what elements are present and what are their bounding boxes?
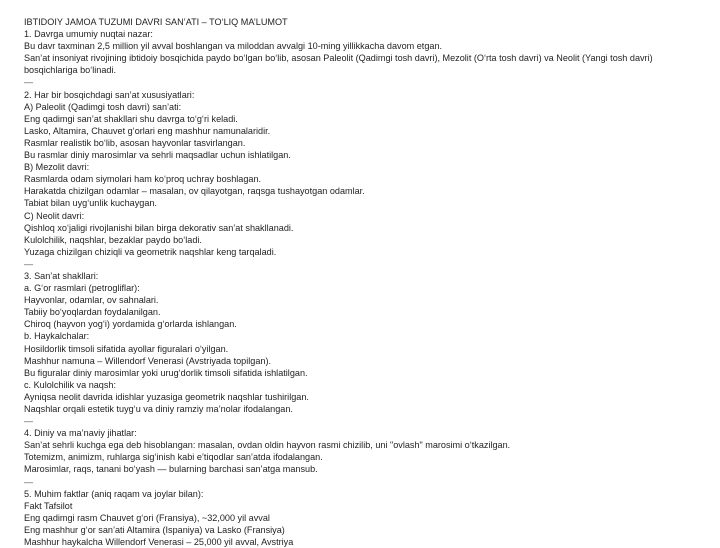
document-line: 1. Davrga umumiy nuqtai nazar: [24,29,153,40]
document-line: Harakatda chizilgan odamlar – masalan, ov qilayotgan, raqsga tushayotgan odamlar. [24,186,365,197]
document-line: Bu figuralar diniy marosimlar yoki urug‘dorlik timsoli sifatida ishlatilgan. [24,367,308,378]
document-line: C) Neolit davri: [24,210,85,221]
document-line: 5. Muhim faktlar (aniq raqam va joylar bilan): [24,488,204,499]
document-line: 2. Har bir bosqichdagi san’at xususiyatlari: [24,89,195,100]
document-line: Bu rasmlar diniy marosimlar va sehrli maqsadlar uchun ishlatilgan. [24,150,291,161]
document-line: c. Kulolchilik va naqsh: [24,379,116,390]
document-line: 4. Diniy va ma’naviy jihatlar: [24,428,137,439]
document-line: Rasmlar realistik bo‘lib, asosan hayvonlar tasvirlangan. [24,137,246,148]
document-line: b. Haykalchalar: [24,331,90,342]
document-line: B) Mezolit davri: [24,162,90,173]
section-divider: — [24,476,34,487]
document-line: Chiroq (hayvon yog‘i) yordamida g‘orlarda ishlangan. [24,319,237,330]
document-line: Mashhur haykalcha Willendorf Venerasi – 25,000 yil avval, Avstriya [24,537,294,548]
document-line: Marosimlar, raqs, tanani bo‘yash — bularning barchasi san’atga mansub. [24,464,318,475]
document-line: Lasko, Altamira, Chauvet g‘orlari eng mashhur namunalaridir. [24,125,271,136]
document-line: Fakt Tafsilot [24,500,73,511]
document-line: Hayvonlar, odamlar, ov sahnalari. [24,295,159,306]
document-line: Rasmlarda odam siymolari ham ko‘proq uchray boshlagan. [24,174,262,185]
document-line: Tabiat bilan uyg‘unlik kuchaygan. [24,198,157,209]
document-line: Eng qadimgi rasm Chauvet g‘ori (Fransiya), ~32,000 yil avval [24,512,270,523]
document-line: Eng mashhur g‘or san’ati Altamira (Ispaniya) va Lasko (Fransiya) [24,524,285,535]
document-line: San’at sehrli kuchga ega deb hisoblangan: masalan, ovdan oldin hayvon rasmi chizilib, uni "ovlash" marosimi o‘tkazilgan. [24,440,511,451]
document-line: Qishloq xo‘jaligi rivojlanishi bilan birga dekorativ san’at shakllanadi. [24,222,294,233]
document-line: Tabiiy bo‘yoqlardan foydalanilgan. [24,307,161,318]
document-line: 3. San’at shakllari: [24,270,99,281]
document-line: a. G‘or rasmlari (petrogliflar): [24,283,140,294]
document-line: Totemizm, animizm, ruhlarga sig‘inish kabi e’tiqodlar san’atda ifodalangan. [24,452,323,463]
document-line: San’at insoniyat rivojining ibtidoiy bosqichida paydo bo‘lgan bo‘lib, asosan Paleolit (Qadimgi tosh davri), Mezolit (O‘rta tosh davri) va Neolit (Yangi tosh davri) bosqichlariga bo‘linadi. [24,53,653,76]
document-line: Ayniqsa neolit davrida idishlar yuzasiga geometrik naqshlar tushirilgan. [24,391,309,402]
document-line: Eng qadimgi san’at shakllari shu davrga to‘g‘ri keladi. [24,113,238,124]
section-divider: — [24,416,34,427]
document-line: Yuzaga chizilgan chiziqli va geometrik naqshlar keng tarqaladi. [24,246,277,257]
document-line: A) Paleolit (Qadimgi tosh davri) san’ati: [24,101,182,112]
document-line: Hosildorlik timsoli sifatida ayollar figuralari o‘yilgan. [24,343,229,354]
section-divider: — [24,77,34,88]
document-line: Naqshlar orqali estetik tuyg‘u va diniy ramziy ma’nolar ifodalangan. [24,404,293,414]
document-line: Mashhur namuna – Willendorf Venerasi (Avstriyada topilgan). [24,355,272,366]
document-body [24,28,700,548]
section-divider: — [24,258,34,269]
document-line: Kulolchilik, naqshlar, bezaklar paydo bo‘ladi. [24,234,202,245]
document-title: IBTIDOIY JAMOA TUZUMI DAVRI SAN’ATI – TO‘LIQ MA’LUMOT [24,17,288,27]
document-line: Bu davr taxminan 2,5 million yil avval boshlangan va miloddan avvalgi 10-ming yillikkacha davom etgan. [24,41,443,52]
